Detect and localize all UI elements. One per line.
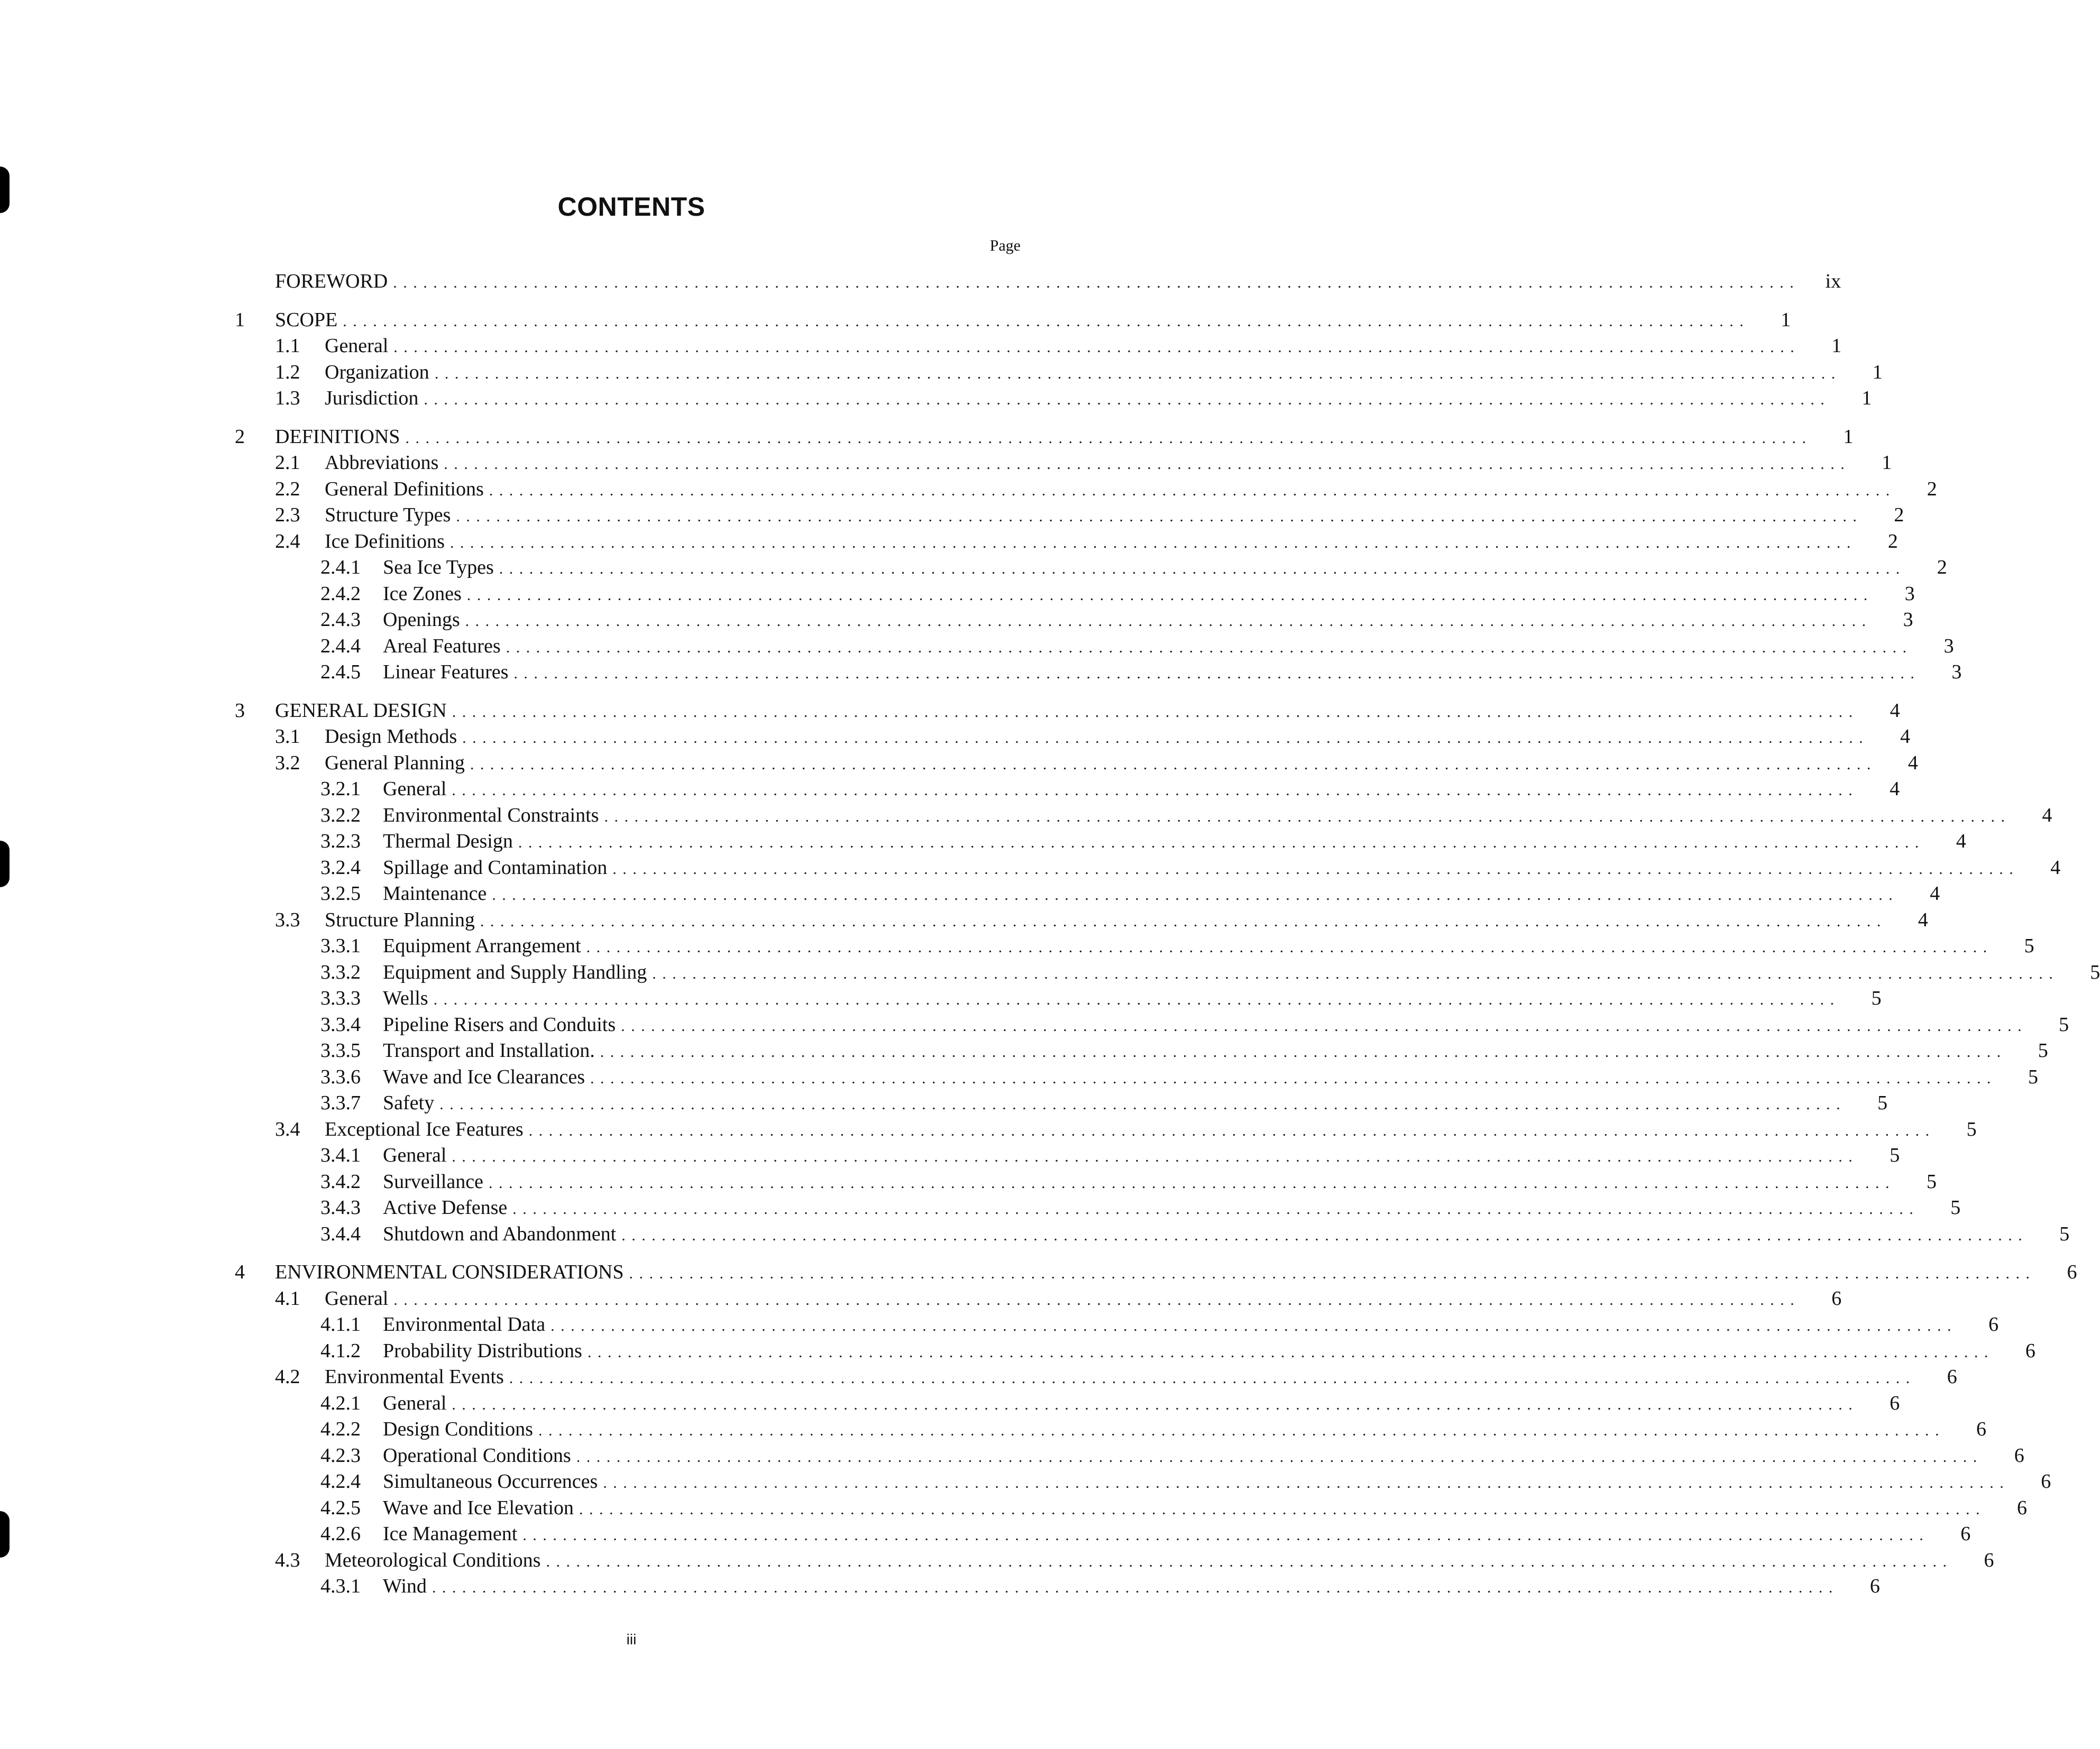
toc-entry-number: 4.2.2 <box>320 1418 361 1440</box>
toc-entry[interactable] <box>235 1143 1900 1169</box>
toc-entry-number: 1.3 <box>275 387 300 409</box>
toc-entry-label: General <box>383 1144 447 1166</box>
toc-entry-page: 4 <box>1956 830 1966 852</box>
toc-entry-number: 3.4 <box>275 1118 300 1140</box>
dot-leader: ............................................................................................................................................ <box>600 1043 2007 1061</box>
toc-entry-number: 1 <box>235 308 245 331</box>
dot-leader: ............................................................................................................................................ <box>480 912 1887 930</box>
toc-entry-page: 6 <box>1984 1549 1994 1571</box>
toc-entry-label: Ice Zones <box>383 582 462 605</box>
toc-entry[interactable] <box>235 1117 1977 1143</box>
toc-entry-label: Environmental Constraints <box>383 804 599 826</box>
toc-entry[interactable] <box>235 933 2034 960</box>
toc-entry[interactable] <box>235 1286 1842 1312</box>
toc-entry-label: Jurisdiction <box>325 387 419 409</box>
toc-entry-label: Organization <box>325 361 429 383</box>
dot-leader: ............................................................................................................................................ <box>433 991 1840 1008</box>
dot-leader: ............................................................................................................................................ <box>509 1369 1916 1387</box>
toc-entry-page: 1 <box>1843 425 1854 448</box>
dot-leader: ............................................................................................................................................ <box>522 1526 1930 1544</box>
toc-entry-page: 4 <box>1918 908 1928 931</box>
toc-entry[interactable] <box>235 633 1954 660</box>
dot-leader: ............................................................................................................................................ <box>424 391 1831 408</box>
dot-leader: ............................................................................................................................................ <box>439 1096 1847 1113</box>
dot-leader: ............................................................................................................................................ <box>604 807 2011 825</box>
toc-entry[interactable] <box>235 1364 1957 1391</box>
toc-entry[interactable] <box>235 360 1883 386</box>
toc-entry[interactable] <box>235 1443 2024 1469</box>
toc-entry-page: 5 <box>2038 1039 2048 1062</box>
toc-entry[interactable] <box>235 1548 1994 1574</box>
toc-entry-number: 4.1 <box>275 1287 300 1310</box>
dot-leader: ............................................................................................................................................ <box>450 533 1857 551</box>
dot-leader: ............................................................................................................................................ <box>465 612 1872 630</box>
toc-entry-page: 5 <box>1926 1170 1937 1193</box>
toc-entry-page: 4 <box>1890 699 1900 722</box>
toc-entry[interactable] <box>235 659 1962 686</box>
toc-entry-label: Surveillance <box>383 1170 483 1193</box>
toc-entry[interactable] <box>235 803 2052 829</box>
toc-entry-number: 2.3 <box>275 504 300 526</box>
toc-entry-number: 1.2 <box>275 361 300 383</box>
toc-entry-number: 4.2.6 <box>320 1523 361 1545</box>
toc-entry-number: 3.3.5 <box>320 1039 361 1062</box>
toc-entry-label: General <box>383 1392 447 1414</box>
toc-entry-number: 2.2 <box>275 477 300 500</box>
toc-entry-label: Shutdown and Abandonment <box>383 1222 617 1245</box>
toc-entry-label: Meteorological Conditions <box>325 1549 541 1571</box>
toc-entry-label: GENERAL DESIGN <box>275 699 447 722</box>
toc-entry-page: 6 <box>1947 1366 1957 1388</box>
dot-leader: ............................................................................................................................................ <box>452 1148 1859 1165</box>
toc-entry-number: 3.2 <box>275 751 300 774</box>
table-of-contents <box>235 269 2100 1600</box>
toc-entry[interactable] <box>235 986 1882 1012</box>
toc-entry-number: 4 <box>235 1261 245 1283</box>
dot-leader: ............................................................................................................................................ <box>551 1317 1958 1334</box>
toc-entry-label: Wave and Ice Elevation <box>383 1496 574 1519</box>
dot-leader: ............................................................................................................................................ <box>432 1579 1839 1596</box>
toc-entry-number: 3.3.3 <box>320 987 361 1009</box>
toc-entry-label: Design Methods <box>325 725 457 748</box>
dot-leader: ............................................................................................................................................ <box>452 703 1859 721</box>
dot-leader: ............................................................................................................................................ <box>518 834 1925 851</box>
toc-entry-page: 5 <box>1966 1118 1977 1140</box>
toc-entry-number: 3.3.4 <box>320 1013 361 1036</box>
dot-leader: ............................................................................................................................................ <box>506 638 1913 656</box>
dot-leader: ............................................................................................................................................ <box>621 1017 2028 1035</box>
toc-entry-label: Maintenance <box>383 882 487 905</box>
toc-entry-label: Simultaneous Occurrences <box>383 1470 598 1493</box>
dot-leader: ............................................................................................................................................ <box>456 508 1863 525</box>
dot-leader: ............................................................................................................................................ <box>612 860 2020 878</box>
toc-entry[interactable] <box>235 1416 1986 1443</box>
toc-entry-label: Sea Ice Types <box>383 556 494 578</box>
dot-leader: ............................................................................................................................................ <box>470 755 1877 773</box>
toc-entry-label: Safety <box>383 1092 435 1114</box>
page-title: CONTENTS <box>557 192 705 222</box>
toc-entry-label: Structure Types <box>325 504 451 526</box>
toc-entry-label: General <box>383 778 447 800</box>
toc-entry-label: DEFINITIONS <box>275 425 400 448</box>
dot-leader: ............................................................................................................................................ <box>621 1226 2029 1244</box>
toc-entry[interactable] <box>235 1012 2069 1038</box>
toc-entry-page: 1 <box>1831 335 1842 357</box>
toc-entry[interactable] <box>235 855 2061 881</box>
toc-entry[interactable] <box>235 1064 2038 1091</box>
toc-entry-page: 5 <box>2059 1222 2070 1245</box>
toc-entry-page: 6 <box>1976 1418 1986 1440</box>
toc-entry[interactable] <box>235 1221 2070 1248</box>
toc-entry-number: 3.4.2 <box>320 1170 361 1193</box>
toc-entry-label: Openings <box>383 609 460 631</box>
toc-entry[interactable] <box>235 829 1966 855</box>
toc-entry[interactable] <box>235 1573 1880 1600</box>
toc-entry-number: 3.1 <box>275 725 300 748</box>
toc-entry-number: 2.4.1 <box>320 556 361 578</box>
toc-entry-label: Equipment Arrangement <box>383 935 581 957</box>
toc-entry-page: 4 <box>1890 778 1900 800</box>
toc-entry-page: 2 <box>1894 504 1904 526</box>
toc-entry-label: Transport and Installation. <box>383 1039 595 1062</box>
toc-entry-page: 1 <box>1861 387 1872 409</box>
toc-entry[interactable] <box>235 385 1872 412</box>
dot-leader: ............................................................................................................................................ <box>393 1291 1801 1309</box>
toc-entry-label: General Definitions <box>325 477 484 500</box>
toc-entry-number: 3 <box>235 699 245 722</box>
toc-entry-label: Environmental Events <box>325 1366 504 1388</box>
toc-entry-page: 5 <box>2090 961 2100 983</box>
toc-entry[interactable] <box>235 750 1918 777</box>
toc-entry[interactable] <box>235 698 1900 724</box>
toc-entry-number: 2.4 <box>275 530 300 553</box>
toc-entry[interactable] <box>235 1495 2027 1522</box>
dot-leader: ............................................................................................................................................ <box>492 886 1899 904</box>
dot-leader: ............................................................................................................................................ <box>393 338 1801 356</box>
toc-entry[interactable] <box>235 724 1911 750</box>
dot-leader: ............................................................................................................................................ <box>629 1265 2036 1282</box>
dot-leader: ............................................................................................................................................ <box>579 1500 1986 1518</box>
toc-entry-number: 4.2.3 <box>320 1444 361 1467</box>
dot-leader: ............................................................................................................................................ <box>462 729 1869 747</box>
dot-leader: ............................................................................................................................................ <box>528 1121 1936 1139</box>
toc-entry-number: 2.4.2 <box>320 582 361 605</box>
toc-entry-label: Linear Features <box>383 661 509 683</box>
toc-entry[interactable] <box>235 269 1841 295</box>
toc-entry-number: 2.1 <box>275 452 300 474</box>
toc-entry-number: 3.3 <box>275 908 300 931</box>
dot-leader: ............................................................................................................................................ <box>546 1552 1953 1570</box>
dot-leader: ............................................................................................................................................ <box>512 1200 1920 1218</box>
toc-entry-page: 4 <box>2042 804 2052 826</box>
toc-entry-label: FOREWORD <box>275 270 388 292</box>
toc-entry[interactable] <box>235 881 1940 907</box>
toc-entry-number: 4.2.4 <box>320 1470 361 1493</box>
toc-entry-number: 3.3.1 <box>320 935 361 957</box>
toc-entry-label: Environmental Data <box>383 1313 546 1336</box>
toc-entry[interactable] <box>235 607 1913 633</box>
toc-entry-page: 5 <box>1871 987 1882 1009</box>
toc-entry-page: 4 <box>1908 751 1918 774</box>
toc-entry-number: 2.4.4 <box>320 634 361 657</box>
toc-entry[interactable] <box>235 502 1904 529</box>
dot-leader: ............................................................................................................................................ <box>513 665 1921 682</box>
toc-entry-number: 2 <box>235 425 245 448</box>
toc-entry-label: Exceptional Ice Features <box>325 1118 524 1140</box>
toc-entry-page: 6 <box>1890 1392 1900 1414</box>
toc-entry-label: Wind <box>383 1575 427 1597</box>
toc-entry-number: 1.1 <box>275 335 300 357</box>
toc-entry-label: SCOPE <box>275 308 338 331</box>
toc-entry-label: Thermal Design <box>383 830 513 852</box>
toc-entry-number: 3.3.7 <box>320 1092 361 1114</box>
toc-entry-page: 6 <box>1869 1575 1880 1597</box>
toc-entry-page: 6 <box>1960 1523 1971 1545</box>
toc-entry-label: Equipment and Supply Handling <box>383 961 647 983</box>
toc-entry[interactable] <box>235 1090 1888 1117</box>
toc-entry-number: 3.2.2 <box>320 804 361 826</box>
toc-entry-label: ENVIRONMENTAL CONSIDERATIONS <box>275 1261 624 1283</box>
toc-entry-page: 6 <box>2025 1339 2035 1362</box>
dot-leader: ............................................................................................................................................ <box>489 481 1896 499</box>
toc-entry-number: 4.2.1 <box>320 1392 361 1414</box>
toc-entry-number: 3.2.1 <box>320 778 361 800</box>
dot-leader: ............................................................................................................................................ <box>538 1422 1945 1439</box>
toc-entry[interactable] <box>235 581 1915 607</box>
toc-entry[interactable] <box>235 1169 1937 1195</box>
toc-entry-number: 2.4.5 <box>320 661 361 683</box>
toc-entry-label: Active Defense <box>383 1196 508 1219</box>
toc-entry-number: 3.4.1 <box>320 1144 361 1166</box>
toc-entry-page: 6 <box>1988 1313 1999 1336</box>
dot-leader: ............................................................................................................................................ <box>587 1343 1994 1361</box>
toc-entry-page: 4 <box>2050 856 2061 879</box>
toc-entry[interactable] <box>235 333 1842 360</box>
toc-entry-page: 3 <box>1903 609 1913 631</box>
toc-entry[interactable] <box>235 450 1892 476</box>
toc-entry-number: 4.2.5 <box>320 1496 361 1519</box>
toc-entry-page: 3 <box>1943 634 1954 657</box>
toc-entry-number: 3.4.3 <box>320 1196 361 1219</box>
toc-entry-number: 4.3.1 <box>320 1575 361 1597</box>
toc-entry[interactable] <box>235 907 1928 934</box>
dot-leader: ............................................................................................................................................ <box>499 560 1906 577</box>
toc-entry[interactable] <box>235 1391 1900 1417</box>
toc-entry-page: 4 <box>1930 882 1940 905</box>
toc-entry-number: 4.3 <box>275 1549 300 1571</box>
dot-leader: ............................................................................................................................................ <box>444 455 1851 473</box>
toc-entry-label: Wave and Ice Clearances <box>383 1065 585 1088</box>
toc-entry-page: 6 <box>2014 1444 2024 1467</box>
toc-entry-number: 4.1.2 <box>320 1339 361 1362</box>
toc-entry-label: Ice Management <box>383 1523 518 1545</box>
toc-entry[interactable] <box>235 424 1854 450</box>
toc-entry[interactable] <box>235 960 2100 986</box>
binder-hole-mark <box>0 841 10 887</box>
dot-leader: ............................................................................................................................................ <box>586 938 1993 956</box>
dot-leader: ............................................................................................................................................ <box>466 586 1874 604</box>
toc-entry-page: 5 <box>2059 1013 2069 1036</box>
toc-entry-number: 3.2.5 <box>320 882 361 905</box>
dot-leader: ............................................................................................................................................ <box>652 964 2059 982</box>
toc-entry-number: 3.3.6 <box>320 1065 361 1088</box>
dot-leader: ............................................................................................................................................ <box>405 429 1812 447</box>
toc-entry-label: Areal Features <box>383 634 501 657</box>
toc-entry-label: General <box>325 1287 389 1310</box>
toc-entry-page: 2 <box>1927 477 1937 500</box>
toc-entry-page: 5 <box>1877 1092 1888 1114</box>
toc-entry-page: 1 <box>1781 308 1791 331</box>
toc-entry-page: ix <box>1825 270 1841 292</box>
toc-entry[interactable] <box>235 555 1947 581</box>
toc-entry-page: 6 <box>2041 1470 2051 1493</box>
toc-entry-label: Operational Conditions <box>383 1444 571 1467</box>
page-column-header: Page <box>989 237 1021 254</box>
toc-entry-page: 5 <box>1950 1196 1961 1219</box>
toc-entry[interactable] <box>235 476 1937 503</box>
toc-entry-number: 3.4.4 <box>320 1222 361 1245</box>
toc-entry[interactable] <box>235 1195 1961 1221</box>
toc-entry-page: 1 <box>1872 361 1883 383</box>
toc-entry-label: Ice Definitions <box>325 530 445 553</box>
toc-entry-label: Design Conditions <box>383 1418 533 1440</box>
toc-entry-page: 6 <box>1831 1287 1842 1310</box>
toc-entry-number: 3.3.2 <box>320 961 361 983</box>
toc-entry-label: Probability Distributions <box>383 1339 582 1362</box>
toc-entry-page: 5 <box>2024 935 2034 957</box>
toc-entry-label: General Planning <box>325 751 465 774</box>
toc-entry-page: 2 <box>1887 530 1898 553</box>
toc-entry-number: 4.1.1 <box>320 1313 361 1336</box>
dot-leader: ............................................................................................................................................ <box>452 1395 1859 1413</box>
toc-entry-page: 3 <box>1951 661 1962 683</box>
toc-entry-label: Wells <box>383 987 428 1009</box>
toc-entry[interactable] <box>235 1338 2035 1365</box>
toc-entry[interactable] <box>235 529 1898 555</box>
binder-hole-mark <box>0 1511 10 1558</box>
toc-entry[interactable] <box>235 307 1791 334</box>
toc-entry-label: General <box>325 335 389 357</box>
dot-leader: ............................................................................................................................................ <box>590 1069 1997 1087</box>
toc-entry-label: Pipeline Risers and Conduits <box>383 1013 616 1036</box>
toc-entry-page: 6 <box>2067 1261 2077 1283</box>
toc-entry[interactable] <box>235 1259 2077 1286</box>
toc-entry-page: 1 <box>1882 452 1892 474</box>
toc-entry[interactable] <box>235 776 1900 803</box>
toc-entry[interactable] <box>235 1521 1971 1548</box>
dot-leader: ............................................................................................................................................ <box>343 312 1750 330</box>
toc-entry-label: Abbreviations <box>325 452 439 474</box>
toc-entry[interactable] <box>235 1312 1999 1338</box>
toc-entry-page: 5 <box>1890 1144 1900 1166</box>
toc-entry-number: 4.2 <box>275 1366 300 1388</box>
toc-entry-number: 2.4.3 <box>320 609 361 631</box>
dot-leader: ............................................................................................................................................ <box>603 1474 2010 1492</box>
dot-leader: ............................................................................................................................................ <box>393 274 1800 291</box>
dot-leader: ............................................................................................................................................ <box>434 364 1841 382</box>
dot-leader: ............................................................................................................................................ <box>452 781 1859 799</box>
toc-entry-page: 2 <box>1937 556 1947 578</box>
toc-entry-number: 3.2.4 <box>320 856 361 879</box>
toc-entry[interactable] <box>235 1038 2048 1064</box>
toc-entry-page: 3 <box>1904 582 1915 605</box>
toc-entry[interactable] <box>235 1469 2051 1495</box>
toc-entry-page: 6 <box>2016 1496 2027 1519</box>
toc-entry-label: Structure Planning <box>325 908 475 931</box>
dot-leader: ............................................................................................................................................ <box>576 1448 1983 1466</box>
dot-leader: ............................................................................................................................................ <box>488 1174 1895 1192</box>
page-number: iii <box>626 1631 637 1647</box>
toc-entry-page: 5 <box>2028 1065 2038 1088</box>
toc-entry-page: 4 <box>1900 725 1911 748</box>
toc-entry-label: Spillage and Contamination <box>383 856 608 879</box>
toc-entry-number: 3.2.3 <box>320 830 361 852</box>
